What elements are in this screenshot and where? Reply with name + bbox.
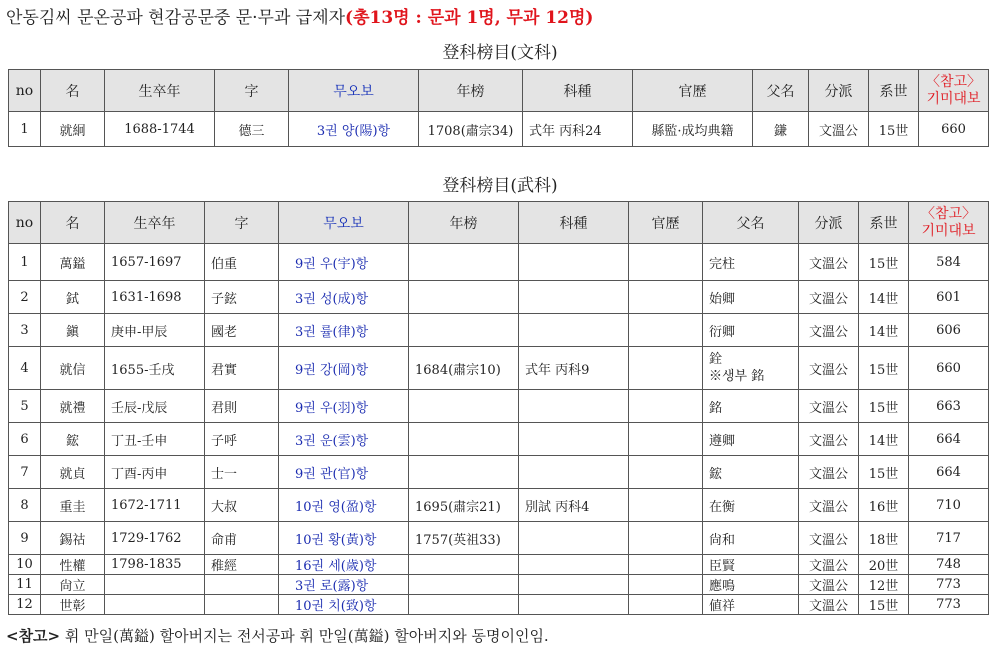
table-row	[9, 314, 989, 347]
cell-exam	[519, 423, 629, 456]
cell-career: 縣監·成均典籍	[633, 112, 753, 147]
cell-name: 錫祜	[41, 522, 105, 555]
cell-muobo: 3권 운(雲)항	[279, 423, 409, 456]
cell-ja	[205, 575, 279, 595]
cell-ja: 君實	[205, 347, 279, 390]
header-exam: 科種	[523, 70, 633, 112]
civil-header-row	[9, 70, 989, 112]
cell-exam	[519, 281, 629, 314]
cell-exam: 別試 丙科4	[519, 489, 629, 522]
cell-gen: 14世	[859, 314, 909, 347]
header-career: 官歷	[633, 70, 753, 112]
cell-gen: 15世	[859, 244, 909, 281]
cell-muobo: 10권 영(盈)항	[279, 489, 409, 522]
cell-life: 庚申-甲辰	[105, 314, 205, 347]
cell-life: 1688-1744	[105, 112, 215, 147]
cell-no: 11	[9, 575, 41, 595]
cell-muobo: 16권 세(歲)항	[279, 555, 409, 575]
cell-muobo: 3권 로(露)항	[279, 575, 409, 595]
cell-ja: 伯重	[205, 244, 279, 281]
cell-branch: 文溫公	[799, 489, 859, 522]
cell-year: 1695(肅宗21)	[409, 489, 519, 522]
header-ref	[909, 202, 989, 244]
header-no: no	[9, 70, 41, 112]
table-row	[9, 347, 989, 390]
header-ref-sub: 기미대보	[921, 222, 976, 239]
cell-no: 2	[9, 281, 41, 314]
cell-ja: 國老	[205, 314, 279, 347]
cell-exam	[519, 575, 629, 595]
cell-ref: 773	[909, 575, 989, 595]
cell-branch: 文溫公	[809, 112, 869, 147]
table-row	[9, 423, 989, 456]
title-count: (총13명 : 문과 1명, 무과 12명)	[345, 8, 594, 28]
cell-name: 就絅	[41, 112, 105, 147]
cell-exam	[519, 456, 629, 489]
cell-life: 1657-1697	[105, 244, 205, 281]
header-ja: 字	[205, 202, 279, 244]
cell-year	[409, 423, 519, 456]
civil-table	[8, 69, 989, 147]
cell-father: 衍卿	[703, 314, 799, 347]
header-ja: 字	[215, 70, 289, 112]
cell-muobo: 9권 우(羽)항	[279, 390, 409, 423]
cell-ref: 601	[909, 281, 989, 314]
header-exam: 科種	[519, 202, 629, 244]
cell-no: 12	[9, 595, 41, 615]
header-muobo: 무오보	[289, 70, 419, 112]
cell-branch: 文溫公	[799, 347, 859, 390]
cell-ja: 子鉉	[205, 281, 279, 314]
cell-father: 臣賢	[703, 555, 799, 575]
cell-name: 尙立	[41, 575, 105, 595]
cell-year	[409, 575, 519, 595]
cell-ref: 584	[909, 244, 989, 281]
cell-year: 1684(肅宗10)	[409, 347, 519, 390]
cell-name: 世彰	[41, 595, 105, 615]
cell-year: 1708(肅宗34)	[419, 112, 523, 147]
cell-name: 萬鎰	[41, 244, 105, 281]
military-heading: 登科榜目(武科)	[442, 176, 558, 196]
table-row	[9, 555, 989, 575]
cell-career	[629, 281, 703, 314]
cell-year: 1757(英祖33)	[409, 522, 519, 555]
cell-name: 鋐	[41, 423, 105, 456]
cell-muobo: 9권 관(官)항	[279, 456, 409, 489]
cell-branch: 文溫公	[799, 244, 859, 281]
cell-exam: 式年 丙科24	[523, 112, 633, 147]
cell-gen: 15世	[869, 112, 919, 147]
header-gen: 系世	[869, 70, 919, 112]
header-muobo: 무오보	[279, 202, 409, 244]
cell-career	[629, 522, 703, 555]
footnote-text: 휘 만일(萬鎰) 할아버지는 전서공파 휘 만일(萬鎰) 할아버지와 동명이인임.	[60, 627, 549, 645]
footnote-label: <참고>	[6, 627, 61, 645]
cell-life	[105, 575, 205, 595]
footnote	[6, 625, 549, 646]
cell-father: 値祥	[703, 595, 799, 615]
header-no: no	[9, 202, 41, 244]
cell-father: 尙和	[703, 522, 799, 555]
cell-no: 6	[9, 423, 41, 456]
cell-ja: 命甫	[205, 522, 279, 555]
cell-exam	[519, 555, 629, 575]
cell-year	[409, 555, 519, 575]
cell-branch: 文溫公	[799, 390, 859, 423]
cell-ja	[205, 595, 279, 615]
cell-name: 就信	[41, 347, 105, 390]
table-row	[9, 390, 989, 423]
cell-career	[629, 456, 703, 489]
cell-exam	[519, 522, 629, 555]
cell-branch: 文溫公	[799, 423, 859, 456]
table-row	[9, 112, 989, 147]
header-name: 名	[41, 70, 105, 112]
header-branch: 分派	[799, 202, 859, 244]
cell-gen: 15世	[859, 390, 909, 423]
cell-father: 完柱	[703, 244, 799, 281]
cell-ja: 德三	[215, 112, 289, 147]
cell-life: 1655-壬戌	[105, 347, 205, 390]
cell-father: 銘	[703, 390, 799, 423]
cell-father: 應鳴	[703, 575, 799, 595]
cell-year	[409, 595, 519, 615]
cell-muobo: 9권 강(岡)항	[279, 347, 409, 390]
cell-life: 丁丑-壬申	[105, 423, 205, 456]
cell-no: 1	[9, 112, 41, 147]
cell-branch: 文溫公	[799, 575, 859, 595]
header-career: 官歷	[629, 202, 703, 244]
header-name: 名	[41, 202, 105, 244]
cell-gen: 12世	[859, 575, 909, 595]
cell-name: 重圭	[41, 489, 105, 522]
table-row	[9, 281, 989, 314]
cell-life	[105, 595, 205, 615]
header-ref-sub: 기미대보	[926, 90, 981, 107]
table-row	[9, 244, 989, 281]
cell-year	[409, 281, 519, 314]
cell-father: 在衡	[703, 489, 799, 522]
cell-ja: 士一	[205, 456, 279, 489]
header-year: 年榜	[409, 202, 519, 244]
header-ref-label: 〈참고〉	[920, 205, 977, 222]
cell-year	[409, 314, 519, 347]
cell-branch: 文溫公	[799, 314, 859, 347]
cell-ref: 664	[909, 423, 989, 456]
cell-ref: 664	[909, 456, 989, 489]
cell-no: 7	[9, 456, 41, 489]
cell-father: 始卿	[703, 281, 799, 314]
cell-career	[629, 575, 703, 595]
header-life: 生卒年	[105, 202, 205, 244]
header-father: 父名	[703, 202, 799, 244]
cell-gen: 20世	[859, 555, 909, 575]
cell-ref: 660	[909, 347, 989, 390]
cell-name: 性權	[41, 555, 105, 575]
header-gen: 系世	[859, 202, 909, 244]
cell-gen: 14世	[859, 281, 909, 314]
cell-gen: 15世	[859, 456, 909, 489]
cell-life: 丁酉-丙申	[105, 456, 205, 489]
cell-no: 5	[9, 390, 41, 423]
cell-gen: 16世	[859, 489, 909, 522]
military-table	[8, 201, 989, 615]
cell-life: 1798-1835	[105, 555, 205, 575]
civil-heading: 登科榜目(文科)	[442, 43, 558, 63]
cell-ja: 稚經	[205, 555, 279, 575]
cell-no: 9	[9, 522, 41, 555]
header-ref-label: 〈참고〉	[925, 73, 982, 90]
cell-muobo: 10권 치(致)항	[279, 595, 409, 615]
cell-ref: 710	[909, 489, 989, 522]
cell-muobo: 3권 률(律)항	[279, 314, 409, 347]
cell-gen: 15世	[859, 347, 909, 390]
table-row	[9, 522, 989, 555]
cell-gen: 15世	[859, 595, 909, 615]
father-name: 銓	[709, 352, 723, 367]
cell-no: 8	[9, 489, 41, 522]
title-main: 안동김씨 문온공파 현감공문중 문·무과 급제자	[6, 8, 346, 28]
cell-branch: 文溫公	[799, 595, 859, 615]
cell-father: 鎌	[753, 112, 809, 147]
cell-exam: 式年 丙科9	[519, 347, 629, 390]
cell-branch: 文溫公	[799, 555, 859, 575]
cell-exam	[519, 244, 629, 281]
cell-gen: 18世	[859, 522, 909, 555]
cell-exam	[519, 314, 629, 347]
cell-career	[629, 244, 703, 281]
cell-muobo: 3권 성(成)항	[279, 281, 409, 314]
cell-ref: 773	[909, 595, 989, 615]
cell-muobo: 10권 황(黃)항	[279, 522, 409, 555]
cell-branch: 文溫公	[799, 456, 859, 489]
cell-ja: 子呼	[205, 423, 279, 456]
cell-life: 1631-1698	[105, 281, 205, 314]
cell-exam	[519, 595, 629, 615]
cell-life: 壬辰-戊辰	[105, 390, 205, 423]
cell-ja: 大叔	[205, 489, 279, 522]
cell-ja: 君則	[205, 390, 279, 423]
father-note: ※생부 銘	[709, 369, 765, 384]
table-row	[9, 575, 989, 595]
cell-ref: 717	[909, 522, 989, 555]
header-life: 生卒年	[105, 70, 215, 112]
table-row	[9, 595, 989, 615]
cell-career	[629, 423, 703, 456]
cell-no: 1	[9, 244, 41, 281]
cell-muobo: 9권 우(宇)항	[279, 244, 409, 281]
cell-no: 4	[9, 347, 41, 390]
cell-ref: 660	[919, 112, 989, 147]
cell-career	[629, 347, 703, 390]
cell-father	[703, 347, 799, 390]
cell-ref: 663	[909, 390, 989, 423]
cell-father: 遵卿	[703, 423, 799, 456]
cell-career	[629, 489, 703, 522]
cell-father: 鋐	[703, 456, 799, 489]
cell-year	[409, 456, 519, 489]
cell-career	[629, 390, 703, 423]
cell-ref: 748	[909, 555, 989, 575]
cell-year	[409, 244, 519, 281]
cell-name: 就禮	[41, 390, 105, 423]
cell-name: 就貞	[41, 456, 105, 489]
cell-exam	[519, 390, 629, 423]
cell-no: 3	[9, 314, 41, 347]
table-row	[9, 489, 989, 522]
page-title	[6, 3, 593, 28]
cell-life: 1672-1711	[105, 489, 205, 522]
cell-muobo: 3권 양(陽)항	[289, 112, 419, 147]
cell-career	[629, 314, 703, 347]
military-header-row	[9, 202, 989, 244]
cell-year	[409, 390, 519, 423]
cell-name: 鎭	[41, 314, 105, 347]
cell-ref: 606	[909, 314, 989, 347]
cell-branch: 文溫公	[799, 281, 859, 314]
table-row	[9, 456, 989, 489]
cell-life: 1729-1762	[105, 522, 205, 555]
cell-career	[629, 555, 703, 575]
header-father: 父名	[753, 70, 809, 112]
cell-no: 10	[9, 555, 41, 575]
header-ref	[919, 70, 989, 112]
cell-branch: 文溫公	[799, 522, 859, 555]
header-branch: 分派	[809, 70, 869, 112]
cell-gen: 14世	[859, 423, 909, 456]
header-year: 年榜	[419, 70, 523, 112]
cell-name: 鉽	[41, 281, 105, 314]
cell-career	[629, 595, 703, 615]
